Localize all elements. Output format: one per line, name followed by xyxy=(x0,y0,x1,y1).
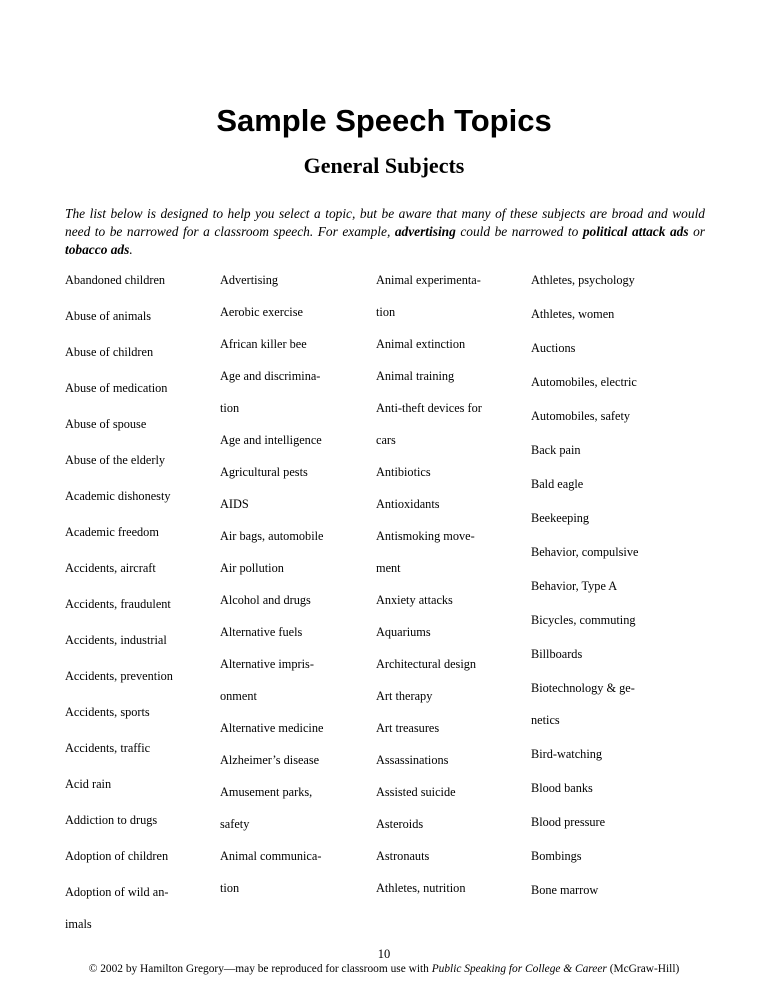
topic-list-item xyxy=(220,784,323,832)
page-subtitle: General Subjects xyxy=(303,153,465,178)
topic-text-line: tion xyxy=(220,881,240,895)
topic-list-item: Automobiles, electric xyxy=(531,375,637,389)
intro-text-3: or xyxy=(688,224,705,239)
topic-list-item: Athletes, women xyxy=(531,307,615,321)
topic-list-item: Back pain xyxy=(531,443,581,457)
topic-list-item xyxy=(65,884,173,932)
page-title: Sample Speech Topics xyxy=(216,103,552,138)
topic-list-item: Alcohol and drugs xyxy=(220,593,311,607)
topic-list-item xyxy=(376,272,482,320)
topic-list-item: Bird-watching xyxy=(531,747,603,761)
topic-text-line: netics xyxy=(531,713,560,727)
footer-book-title: Public Speaking for College & Career xyxy=(431,963,607,975)
topic-column-1 xyxy=(65,272,173,952)
intro-text-4: . xyxy=(129,242,133,257)
intro-text-2: could be narrowed to xyxy=(455,224,583,239)
intro-bold-advertising: advertising xyxy=(394,224,456,239)
topic-list-item: Antioxidants xyxy=(376,497,440,511)
footer-prefix: © 2002 by Hamilton Gregory—may be reproduced for classroom use with xyxy=(88,963,432,975)
topic-list-item: Blood pressure xyxy=(531,815,606,829)
topic-list-item: Acid rain xyxy=(65,777,112,791)
topic-text-line: Age and discrimina- xyxy=(220,369,321,383)
topic-list-item: Automobiles, safety xyxy=(531,409,631,423)
topic-list-item: Abandoned children xyxy=(65,273,166,287)
topic-list-item: Animal extinction xyxy=(376,337,466,351)
topic-text-line: Amusement parks, xyxy=(220,785,313,799)
topic-list-item: Abuse of animals xyxy=(65,309,152,323)
topic-text-line: Antismoking move- xyxy=(376,529,475,543)
topic-list-item: Accidents, fraudulent xyxy=(65,597,171,611)
topic-list-item: Accidents, prevention xyxy=(65,669,173,683)
topic-list-item: Asteroids xyxy=(376,817,424,831)
topic-list-item: Aquariums xyxy=(376,625,431,639)
topic-list-item: Architectural design xyxy=(376,657,477,671)
topic-list-item: Abuse of medication xyxy=(65,381,168,395)
topic-list-item: Alzheimer’s disease xyxy=(220,753,320,767)
topic-list-item: Animal training xyxy=(376,369,455,383)
topic-list-item: Alternative fuels xyxy=(220,625,303,639)
topic-text-line: onment xyxy=(220,689,257,703)
topic-text-line: imals xyxy=(65,917,92,931)
topic-list-item: Abuse of the elderly xyxy=(65,453,166,467)
topic-list-item: Athletes, psychology xyxy=(531,273,635,287)
intro-bold-tobacco-ads: tobacco ads xyxy=(65,242,130,257)
topic-list-item: Billboards xyxy=(531,647,583,661)
topic-list-item: Agricultural pests xyxy=(220,465,308,479)
intro-bold-political-attack-ads: political attack ads xyxy=(582,224,689,239)
intro-text-1: The list below is designed to help you select a topic, but be aware that many of these subjects are broad and would need to be narrowed for a classroom speech. For example, xyxy=(65,206,705,239)
topic-text-line: Biotechnology & ge- xyxy=(531,681,635,695)
topic-list-item xyxy=(376,400,482,448)
topic-list-item: Age and intelligence xyxy=(220,433,322,447)
topic-column-3 xyxy=(376,272,482,912)
topic-list-item: Academic freedom xyxy=(65,525,159,539)
footer-suffix: (McGraw-Hill) xyxy=(606,963,680,975)
topic-list-item: Aerobic exercise xyxy=(220,305,303,319)
topic-list-item: Assassinations xyxy=(376,753,449,767)
topic-list-item: Antibiotics xyxy=(376,465,431,479)
topic-list-item: Bald eagle xyxy=(531,477,584,491)
page-number: 10 xyxy=(377,947,391,961)
topic-list-item: Auctions xyxy=(531,341,576,355)
topic-list-item: Academic dishonesty xyxy=(65,489,171,503)
topic-list-item: Advertising xyxy=(220,273,279,287)
topic-list-item: Behavior, Type A xyxy=(531,579,618,593)
topic-list-item: Anxiety attacks xyxy=(376,593,453,607)
topic-list-item xyxy=(220,656,323,704)
topic-list-item: Bombings xyxy=(531,849,582,863)
topic-list-item: Addiction to drugs xyxy=(65,813,158,827)
topic-text-line: tion xyxy=(376,305,396,319)
topic-list-item: Athletes, nutrition xyxy=(376,881,466,895)
topic-list-item: Accidents, industrial xyxy=(65,633,167,647)
topic-list-item: Abuse of children xyxy=(65,345,154,359)
topic-column-4 xyxy=(531,272,638,916)
topic-list-item: Beekeeping xyxy=(531,511,590,525)
topic-list-item: Art treasures xyxy=(376,721,440,735)
topic-text-line: tion xyxy=(220,401,240,415)
topic-text-line: Animal communica- xyxy=(220,849,322,863)
topic-list-item xyxy=(376,528,482,576)
topic-list-item: Adoption of children xyxy=(65,849,169,863)
topic-text-line: safety xyxy=(220,817,250,831)
topic-list-item: Accidents, sports xyxy=(65,705,150,719)
topic-list-item: Astronauts xyxy=(376,849,430,863)
topic-list-item: Blood banks xyxy=(531,781,593,795)
topic-list-item: Alternative medicine xyxy=(220,721,324,735)
topic-list-item: Art therapy xyxy=(376,689,433,703)
topic-text-line: Animal experimenta- xyxy=(376,273,481,287)
intro-paragraph xyxy=(65,205,705,259)
topic-text-line: Anti-theft devices for xyxy=(376,401,482,415)
topic-list-item: Bone marrow xyxy=(531,883,599,897)
topic-list-item: Assisted suicide xyxy=(376,785,456,799)
topic-list-item: Accidents, traffic xyxy=(65,741,151,755)
topic-list-item: Bicycles, commuting xyxy=(531,613,636,627)
topic-text-line: Adoption of wild an- xyxy=(65,885,169,899)
topic-list-item: African killer bee xyxy=(220,337,307,351)
topic-list-item: Air bags, automobile xyxy=(220,529,324,543)
topic-text-line: Alternative impris- xyxy=(220,657,314,671)
copyright-footer xyxy=(0,962,768,976)
topic-list-item: Air pollution xyxy=(220,561,284,575)
topic-column-2 xyxy=(220,272,323,912)
topic-list-item xyxy=(220,368,323,416)
topic-list-item: Accidents, aircraft xyxy=(65,561,156,575)
topic-text-line: cars xyxy=(376,433,396,447)
topic-list-item: AIDS xyxy=(220,497,249,511)
topic-list-item: Behavior, compulsive xyxy=(531,545,639,559)
topic-list-item xyxy=(531,680,638,728)
topic-text-line: ment xyxy=(376,561,401,575)
topic-list-item xyxy=(220,848,323,896)
topic-list-item: Abuse of spouse xyxy=(65,417,147,431)
